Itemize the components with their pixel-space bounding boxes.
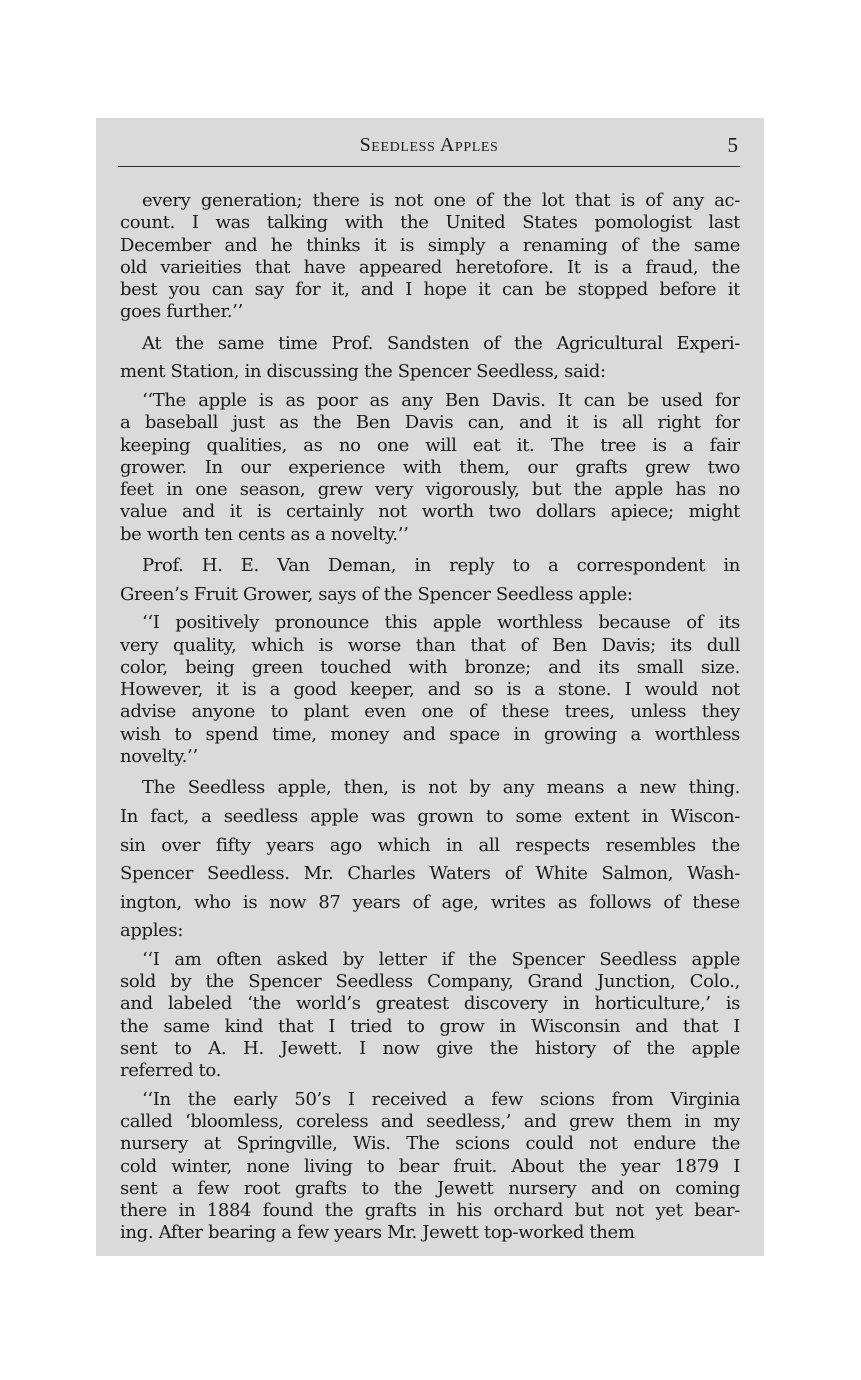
text-line: ‘‘I positively pronounce this apple worthless because of its: [142, 612, 740, 634]
text-line: novelty.’’: [120, 746, 198, 768]
body-text: [120, 190, 740, 1251]
text-line: sold by the Spencer Seedless Company, Grand Junction, Colo.,: [120, 971, 740, 993]
text-line: very quality, which is worse than that of Ben Davis; its dull: [120, 634, 740, 656]
text-line: Spencer Seedless. Mr. Charles Waters of White Salmon, Wash-: [120, 863, 740, 885]
paragraph: [120, 612, 740, 768]
text-line: value and it is certainly not worth two dollars apiece; might: [120, 501, 740, 523]
text-line: advise anyone to plant even one of these trees, unless they: [120, 701, 740, 723]
text-line: sin over fifty years ago which in all respects resembles the: [120, 834, 740, 856]
running-title: Seedless Apples: [359, 134, 499, 156]
text-line: At the same time Prof. Sandsten of the Agricultural Experi-: [142, 332, 740, 354]
text-line: cold winter, none living to bear fruit. About the year 1879 I: [120, 1155, 740, 1177]
text-line: the same kind that I tried to grow in Wisconsin and that I: [120, 1015, 740, 1037]
text-line: sent a few root grafts to the Jewett nursery and on coming: [120, 1177, 740, 1199]
text-line: goes further.’’: [120, 301, 243, 323]
paragraph: [120, 330, 740, 387]
text-line: ment Station, in discussing the Spencer Seedless, said:: [120, 361, 606, 383]
text-line: and labeled ‘the world’s greatest discovery in horticulture,’ is: [120, 993, 740, 1015]
text-line: old varieities that have appeared heretofore. It is a fraud, the: [120, 256, 740, 278]
text-line: However, it is a good keeper, and so is a stone. I would not: [120, 679, 740, 701]
text-line: In fact, a seedless apple was grown to some extent in Wiscon-: [120, 805, 740, 827]
text-line: feet in one season, grew very vigorously, but the apple has no: [120, 479, 740, 501]
text-line: ington, who is now 87 years of age, writes as follows of these: [120, 891, 740, 913]
book-page: [96, 118, 764, 1256]
text-line: color, being green touched with bronze; and its small size.: [120, 656, 740, 678]
text-line: referred to.: [120, 1060, 221, 1082]
text-line: grower. In our experience with them, our grafts grew two: [120, 456, 740, 478]
text-line: wish to spend time, money and space in growing a worthless: [120, 723, 740, 745]
text-line: every generation; there is not one of the lot that is of any ac-: [142, 190, 740, 211]
text-line: ‘‘I am often asked by letter if the Spencer Seedless apple: [142, 948, 740, 970]
text-line: ing. After bearing a few years Mr. Jewett top-worked them: [120, 1222, 635, 1244]
paragraph: [120, 1089, 740, 1245]
text-line: December and he thinks it is simply a renaming of the same: [120, 234, 740, 256]
text-line: nursery at Springville, Wis. The scions could not endure the: [120, 1133, 740, 1155]
paragraph: [120, 949, 740, 1083]
text-line: best you can say for it, and I hope it can be stopped before it: [120, 279, 740, 301]
text-line: there in 1884 found the grafts in his orchard but not yet bear-: [120, 1200, 740, 1222]
page-number: 5: [727, 133, 738, 157]
text-line: keeping qualities, as no one will eat it. The tree is a fair: [120, 434, 740, 456]
paragraph: [120, 552, 740, 609]
paragraph: [120, 390, 740, 546]
text-line: ‘‘The apple is as poor as any Ben Davis. It can be used for: [142, 389, 740, 411]
text-line: a baseball just as the Ben Davis can, and it is all right for: [120, 412, 740, 434]
text-line: Prof. H. E. Van Deman, in reply to a correspondent in: [142, 555, 740, 577]
text-line: called ‘bloomless, coreless and seedless,’ and grew them in my: [120, 1110, 740, 1132]
text-line: count. I was talking with the United States pomologist last: [120, 212, 740, 234]
text-line: Green’s Fruit Grower, says of the Spencer Seedless apple:: [120, 583, 633, 605]
text-line: sent to A. H. Jewett. I now give the history of the apple: [120, 1038, 740, 1060]
text-line: ‘‘In the early 50’s I received a few scions from Virginia: [142, 1088, 740, 1110]
text-line: The Seedless apple, then, is not by any means a new thing.: [142, 777, 740, 799]
paragraph: [120, 190, 740, 324]
page-header: [118, 132, 740, 167]
paragraph: [120, 774, 740, 946]
text-line: be worth ten cents as a novelty.’’: [120, 523, 409, 545]
text-line: apples:: [120, 920, 184, 942]
